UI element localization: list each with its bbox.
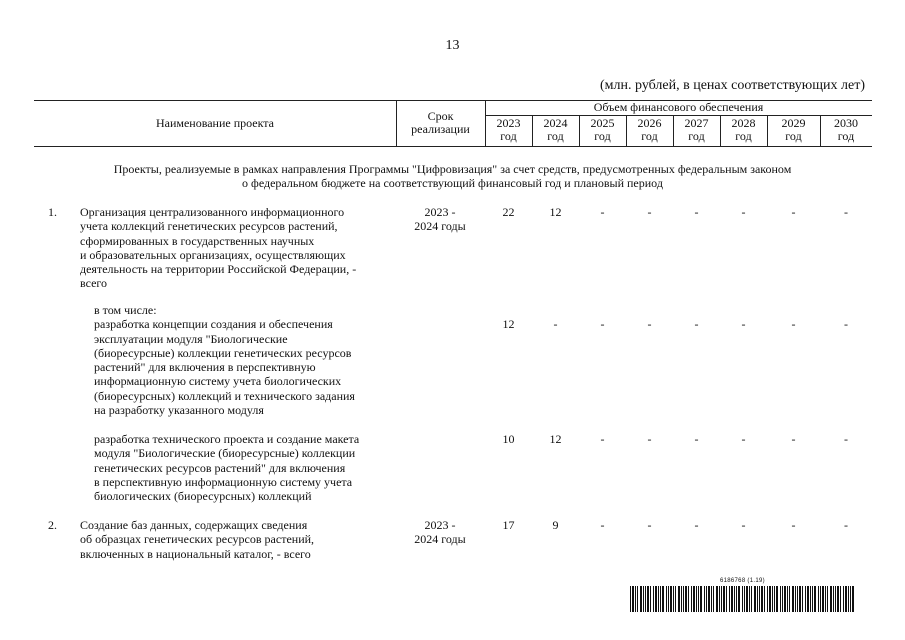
barcode-bar <box>795 586 796 612</box>
barcode-bar <box>822 586 824 612</box>
barcode-bar <box>713 586 714 612</box>
barcode-bar <box>850 586 851 612</box>
barcode-bar <box>691 586 692 612</box>
value-cell: - <box>741 205 746 219</box>
barcode-bar <box>678 586 680 612</box>
barcode-bar <box>632 586 634 612</box>
barcode-bar <box>757 586 758 612</box>
barcode-bar <box>744 586 745 612</box>
barcode-bar <box>719 586 720 612</box>
barcode-bar <box>700 586 702 612</box>
header-funding: Объем финансового обеспечения <box>593 100 764 114</box>
barcode-bar <box>698 586 699 612</box>
value-cell: 9 <box>552 518 559 532</box>
barcode-bar <box>810 586 811 612</box>
barcode-bar <box>736 586 737 612</box>
barcode-bar <box>754 586 756 612</box>
barcode-bar <box>640 586 642 612</box>
barcode-bar <box>650 586 651 612</box>
row-number: 2. <box>48 518 57 532</box>
barcode-bar <box>764 586 765 612</box>
row-2-term: 2023 - 2024 годы <box>414 518 466 547</box>
barcode-bar <box>840 586 841 612</box>
barcode-bar <box>797 586 798 612</box>
year-header-2025 <box>579 117 626 143</box>
barcode-bar <box>688 586 689 612</box>
value-cell: - <box>791 317 796 331</box>
barcode-bar <box>704 586 705 612</box>
value-cell: - <box>600 205 605 219</box>
year-header-2028 <box>720 117 767 143</box>
barcode-bar <box>814 586 816 612</box>
barcode-bar <box>683 586 684 612</box>
barcode-bar <box>818 586 819 612</box>
barcode-bar <box>726 586 727 612</box>
value-cell: - <box>647 317 652 331</box>
barcode-bar <box>655 586 657 612</box>
year-suffix: год <box>688 129 705 143</box>
value-cell: - <box>694 518 699 532</box>
barcode-bar <box>769 586 771 612</box>
barcode-bar <box>825 586 826 612</box>
barcode-bar <box>738 586 740 612</box>
year-suffix: год <box>594 129 611 143</box>
barcode-bar <box>731 586 733 612</box>
barcode-bar <box>662 586 664 612</box>
barcode-bar <box>843 586 844 612</box>
barcode-bar <box>749 586 750 612</box>
value-cell: 17 <box>502 518 515 532</box>
barcode-bar <box>776 586 778 612</box>
year-label: 2026 <box>637 116 662 130</box>
barcode-bar <box>635 586 636 612</box>
value-cell: - <box>791 518 796 532</box>
header-term: Срок реализации <box>411 109 470 136</box>
barcode-bar <box>772 586 773 612</box>
barcode-label: 6186768 (1.19) <box>720 578 765 584</box>
value-cell: - <box>791 205 796 219</box>
barcode-bar <box>645 586 646 612</box>
value-cell: - <box>741 518 746 532</box>
barcode-bar <box>647 586 649 612</box>
barcode-bar <box>660 586 661 612</box>
row-1-text: Организация централизованного информационного учета коллекций генетических ресурсов растений, сформированных в государственных научных и образовательных организациях, осуществляющих деятельность на территории Российской Федерации, - всего <box>80 205 357 291</box>
year-suffix: год <box>641 129 658 143</box>
value-cell: - <box>741 432 746 446</box>
barcode-bar <box>774 586 775 612</box>
year-label: 2028 <box>731 116 756 130</box>
header-project-name: Наименование проекта <box>155 116 275 130</box>
barcode-bar <box>708 586 710 612</box>
barcode-bar <box>673 586 674 612</box>
value-cell: 12 <box>549 205 562 219</box>
year-label: 2025 <box>590 116 615 130</box>
year-header-2024 <box>532 117 579 143</box>
barcode-bar <box>711 586 712 612</box>
barcode-bar <box>693 586 695 612</box>
value-cell: - <box>600 518 605 532</box>
year-suffix: год <box>785 129 802 143</box>
barcode-bar <box>845 586 847 612</box>
year-header-2030 <box>820 117 872 143</box>
barcode-bar <box>759 586 760 612</box>
barcode-bar <box>812 586 813 612</box>
barcode-bar <box>668 586 669 612</box>
barcode-bar <box>784 586 786 612</box>
barcode-bar <box>767 586 768 612</box>
barcode-bar <box>716 586 718 612</box>
year-suffix: год <box>500 129 517 143</box>
value-cell: - <box>844 205 848 219</box>
value-cell: - <box>647 432 652 446</box>
barcode-bar <box>833 586 834 612</box>
value-cell: - <box>553 317 558 331</box>
value-cell: - <box>844 317 848 331</box>
barcode-bar <box>802 586 803 612</box>
barcode-bar <box>848 586 849 612</box>
row-1b-text: разработка технического проекта и создание макета модуля "Биологические (биоресурсные) коллекции генетических ресурсов растений" для включения в перспективную информационную систему учета биологических (биоресурсных) коллекций <box>94 432 360 504</box>
barcode-bar <box>820 586 821 612</box>
barcode-bar <box>830 586 832 612</box>
value-cell: 12 <box>502 317 515 331</box>
barcode-bar <box>835 586 836 612</box>
row-2-text: Создание баз данных, содержащих сведения об образцах генетических ресурсов растений, включенных в национальный каталог, - всего <box>80 518 315 561</box>
year-suffix: год <box>547 129 564 143</box>
barcode-bar <box>782 586 783 612</box>
value-cell: - <box>844 432 848 446</box>
barcode-bar <box>653 586 654 612</box>
value-cell: - <box>694 317 699 331</box>
year-suffix: год <box>735 129 752 143</box>
barcode-bar <box>685 586 687 612</box>
barcode-bar <box>787 586 788 612</box>
value-cell: - <box>694 205 699 219</box>
year-label: 2030 <box>834 116 858 130</box>
barcode-bar <box>637 586 638 612</box>
barcode-bar <box>780 586 781 612</box>
year-header-2023 <box>485 117 532 143</box>
row-number: 1. <box>48 205 57 219</box>
value-cell: 12 <box>549 432 562 446</box>
barcode-bar <box>734 586 735 612</box>
barcode-bar <box>746 586 748 612</box>
barcode-bar <box>721 586 722 612</box>
value-cell: 22 <box>502 205 515 219</box>
barcode-bar <box>706 586 707 612</box>
year-header-2026 <box>626 117 673 143</box>
value-cell: - <box>600 432 605 446</box>
barcode-bar <box>789 586 790 612</box>
page-number: 13 <box>445 38 460 53</box>
year-label: 2029 <box>781 116 806 130</box>
year-header-2027 <box>673 117 720 143</box>
barcode-bar <box>742 586 743 612</box>
barcode-bar <box>761 586 763 612</box>
year-header-2029 <box>767 117 820 143</box>
value-cell: - <box>694 432 699 446</box>
barcode-bar <box>805 586 806 612</box>
year-suffix: год <box>837 129 855 143</box>
value-cell: 10 <box>502 432 515 446</box>
barcode-bar <box>852 586 854 612</box>
value-cell: - <box>647 518 652 532</box>
barcode-bar <box>807 586 809 612</box>
barcode-bar <box>827 586 828 612</box>
value-cell: - <box>791 432 796 446</box>
barcode-bar <box>658 586 659 612</box>
year-label: 2023 <box>496 116 521 130</box>
value-cell: - <box>600 317 605 331</box>
barcode-image <box>630 586 858 612</box>
barcode-bar <box>799 586 801 612</box>
barcode-bar <box>681 586 682 612</box>
value-cell: - <box>647 205 652 219</box>
value-cell: - <box>741 317 746 331</box>
units-note: (млн. рублей, в ценах соответствующих лет) <box>600 78 865 93</box>
row-1a-text: в том числе: разработка концепции создания и обеспечения эксплуатации модуля "Биологические (биоресурсные) коллекции генетических ресурсов растений" для включения в перспективную информационную систему учета биологических (биоресурсных) коллекций и технического задания на разработку указанного модуля <box>94 303 355 418</box>
barcode-bar <box>723 586 725 612</box>
section-title: Проекты, реализуемые в рамках направления Программы "Цифровизация" за счет средств, предусмотренных федеральным законом о федеральном бюджете на соответствующий финансовый год и плановый период <box>113 162 792 190</box>
value-cell: - <box>844 518 848 532</box>
barcode-bar <box>696 586 697 612</box>
barcode-bar <box>670 586 672 612</box>
barcode-bar <box>675 586 676 612</box>
barcode-bar <box>792 586 794 612</box>
barcode-bar <box>666 586 667 612</box>
year-label: 2027 <box>684 116 709 130</box>
barcode-bar <box>751 586 752 612</box>
year-label: 2024 <box>543 116 568 130</box>
barcode-bar <box>630 586 631 612</box>
barcode-bar <box>837 586 839 612</box>
row-1-term: 2023 - 2024 годы <box>414 205 466 234</box>
barcode-bar <box>729 586 730 612</box>
barcode-bar <box>643 586 644 612</box>
